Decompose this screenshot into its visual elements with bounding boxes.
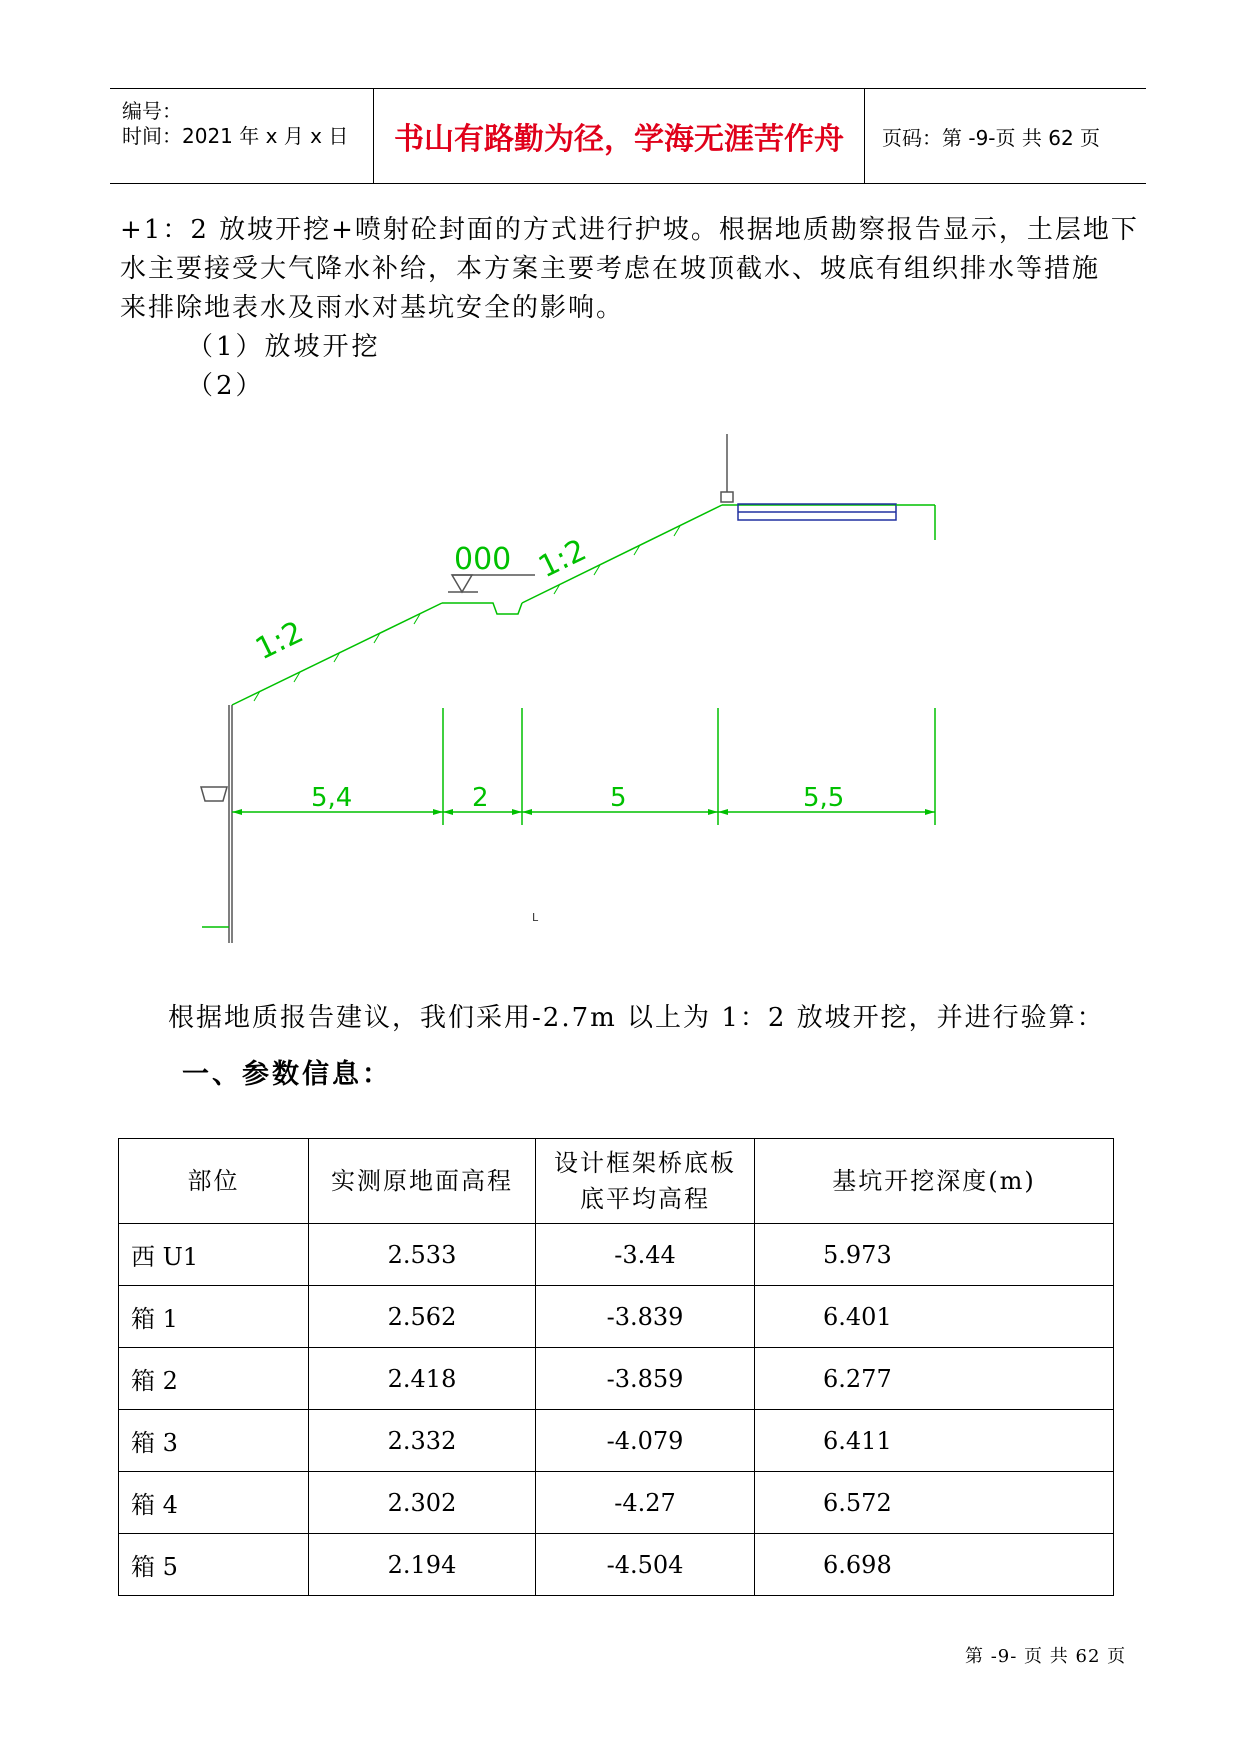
cell-excavation-depth: 6.572 [755, 1472, 1114, 1534]
table-row [119, 1534, 1114, 1596]
cell-excavation-depth: 6.698 [755, 1534, 1114, 1596]
header-cell-excavation-depth: 基坑开挖深度(m) [755, 1139, 1114, 1224]
cell-ground-elevation: 2.332 [309, 1410, 536, 1472]
document-header [110, 88, 1146, 184]
header-motto: 书山有路勤为径，学海无涯苦作舟 [374, 89, 865, 183]
cell-ground-elevation: 2.562 [309, 1286, 536, 1348]
slope-label-right: 1:2 [533, 532, 592, 586]
header-page-label [878, 89, 1146, 183]
cell-ground-elevation: 2.418 [309, 1348, 536, 1410]
intro-line-3: 来排除地表水及雨水对基坑安全的影响。 [120, 293, 625, 323]
slope-label-left: 1:2 [250, 614, 309, 668]
dimension-label-1: 5,4 [311, 783, 353, 813]
cell-ground-elevation: 2.302 [309, 1472, 536, 1534]
number-label: 编号： [122, 99, 182, 123]
list-item-2: （2） [187, 371, 265, 401]
dimension-label-3: 5 [610, 783, 627, 813]
intro-line-2: 水主要接受大气降水补给，本方案主要考虑在坡顶截水、坡底有组织排水等措施 [120, 254, 1101, 284]
page-footer: 第 -9- 页 共 62 页 [965, 1646, 1127, 1667]
cell-excavation-depth: 6.277 [755, 1348, 1114, 1410]
section-title: 一、参数信息： [182, 1059, 392, 1090]
time-label: 时间：2021 年 x 月 x 日 [122, 124, 349, 148]
cell-design-elevation: -3.44 [536, 1224, 755, 1286]
cell-excavation-depth: 5.973 [755, 1224, 1114, 1286]
cell-design-elevation: -4.504 [536, 1534, 755, 1596]
header-cell-ground-elevation: 实测原地面高程 [309, 1139, 536, 1224]
cell-design-elevation: -3.839 [536, 1286, 755, 1348]
header-cell-design-elevation [536, 1139, 755, 1224]
cell-position: 箱 1 [119, 1286, 309, 1348]
header-meta-cell [110, 89, 374, 183]
cell-position: 西 U1 [119, 1224, 309, 1286]
parameter-table [118, 1138, 1114, 1596]
table-row [119, 1286, 1114, 1348]
level-label: 000 [454, 542, 512, 577]
table-row [119, 1410, 1114, 1472]
header-cell-position: 部位 [119, 1139, 309, 1224]
list-item-1: （1）放坡开挖 [187, 332, 381, 362]
level-marker-triangle [452, 575, 472, 592]
berm-trench [442, 603, 522, 614]
left-drain [201, 787, 227, 801]
page-label-text: 页码：第 -9-页 共 62 页 [882, 125, 1101, 150]
dimension-label-4: 5,5 [803, 783, 845, 813]
analysis-paragraph: 根据地质报告建议，我们采用-2.7m 以上为 1：2 放坡开挖，并进行验算： [168, 1003, 1105, 1033]
dimension-label-2: 2 [472, 783, 489, 813]
table-row [119, 1224, 1114, 1286]
cell-excavation-depth: 6.401 [755, 1286, 1114, 1348]
intro-line-1: +1：2 放坡开挖+喷射砼封面的方式进行护坡。根据地质勘察报告显示，土层地下 [120, 215, 1139, 245]
cell-design-elevation: -4.079 [536, 1410, 755, 1472]
cell-design-elevation: -4.27 [536, 1472, 755, 1534]
cell-excavation-depth: 6.411 [755, 1410, 1114, 1472]
table-row [119, 1348, 1114, 1410]
intro-paragraph [120, 211, 1140, 328]
cell-ground-elevation: 2.194 [309, 1534, 536, 1596]
cell-design-elevation: -3.859 [536, 1348, 755, 1410]
table-header-row [119, 1139, 1114, 1224]
cell-ground-elevation: 2.533 [309, 1224, 536, 1286]
slope-excavation-diagram [0, 420, 1241, 980]
table-row [119, 1472, 1114, 1534]
cell-position: 箱 3 [119, 1410, 309, 1472]
header-cell-design-line-2: 底平均高程 [580, 1185, 710, 1213]
stray-mark: L [532, 911, 539, 924]
cell-position: 箱 5 [119, 1534, 309, 1596]
cell-position: 箱 4 [119, 1472, 309, 1534]
top-pole-base [721, 492, 733, 502]
cell-position: 箱 2 [119, 1348, 309, 1410]
header-cell-design-line-1: 设计框架桥底板 [554, 1149, 736, 1177]
